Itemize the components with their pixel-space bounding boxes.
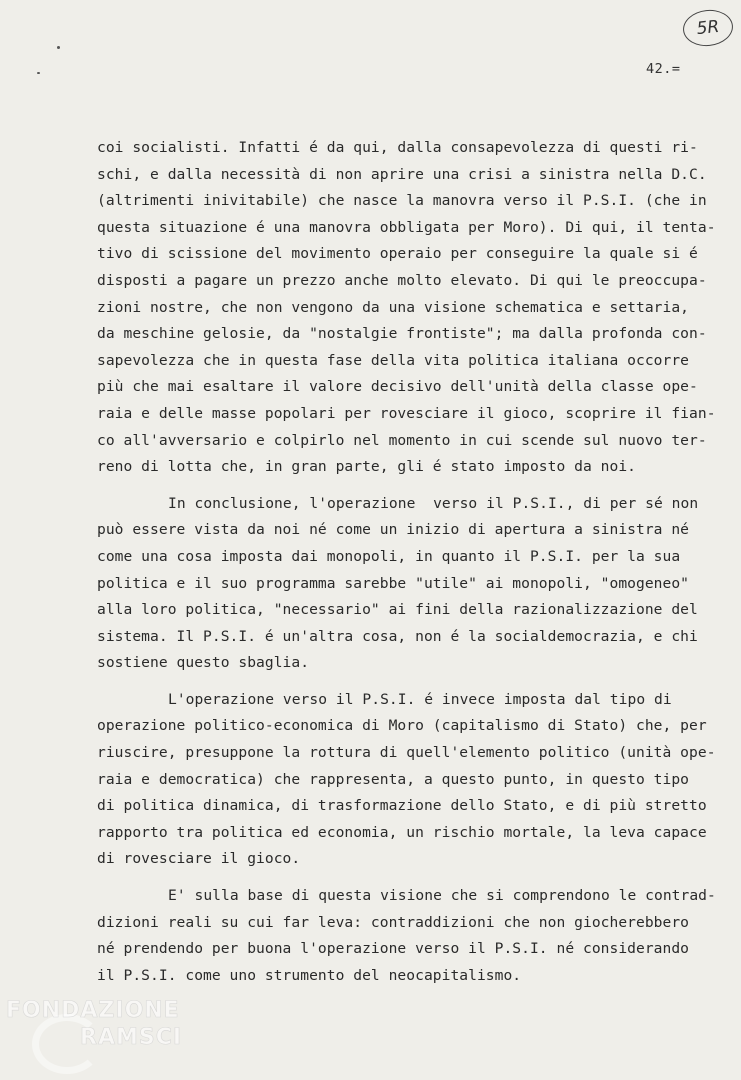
text-line: L'operazione verso il P.S.I. é invece imposta dal tipo di [168, 690, 672, 708]
text-line: tivo di scissione del movimento operaio per conseguire la quale si é [97, 245, 698, 263]
text-line: alla loro politica, "necessario" ai fini della razionalizzazione del [97, 601, 698, 619]
fondazione-gramsci-watermark [6, 998, 196, 1078]
archive-stamp [681, 7, 734, 48]
text-line: sostiene questo sbaglia. [97, 654, 310, 672]
text-line: raia e democratica) che rappresenta, a questo punto, in questo tipo [97, 770, 690, 788]
page-number: 42.= [646, 61, 681, 77]
text-line: politica e il suo programma sarebbe "utile" ai monopoli, "omogeneo" [97, 574, 690, 592]
text-line: (altrimenti inivitabile) che nasce la manovra verso il P.S.I. (che in [97, 192, 707, 210]
text-line: sistema. Il P.S.I. é un'altra cosa, non é la socialdemocrazia, e chi [97, 627, 698, 645]
paragraph-gap [97, 481, 727, 491]
ink-speck [37, 72, 40, 74]
ink-speck [57, 46, 60, 49]
text-line: coi socialisti. Infatti é da qui, dalla consapevolezza di questi ri- [97, 139, 698, 156]
text-line: schi, e dalla necessità di non aprire una crisi a sinistra nella D.C. [97, 165, 707, 183]
paragraph-2 [97, 491, 727, 677]
text-line: di politica dinamica, di trasformazione dello Stato, e di più stretto [97, 797, 707, 815]
typed-text-body [97, 135, 727, 989]
text-line: può essere vista da noi né come un inizio di apertura a sinistra né [97, 521, 690, 539]
text-line: reno di lotta che, in gran parte, gli é stato imposto da noi. [97, 458, 637, 476]
text-line: più che mai esaltare il valore decisivo dell'unità della classe ope- [97, 378, 698, 396]
paragraph-1 [97, 135, 727, 481]
text-line: dizioni reali su cui far leva: contraddizioni che non giocherebbero [97, 913, 690, 931]
text-line: di rovesciare il gioco. [97, 850, 301, 868]
text-line: co all'avversario e colpirlo nel momento in cui scende sul nuovo ter- [97, 431, 707, 449]
text-line: riuscire, presuppone la rottura di quell'elemento politico (unità ope- [97, 744, 716, 762]
text-line: operazione politico-economica di Moro (capitalismo di Stato) che, per [97, 717, 707, 735]
text-line: rapporto tra politica ed economia, un rischio mortale, la leva capace [97, 823, 707, 841]
watermark-line2: RAMSCI [80, 1025, 183, 1050]
text-line: questa situazione é una manovra obbligata per Moro). Di qui, il tenta- [97, 218, 716, 236]
text-line: In conclusione, l'operazione verso il P.S.I., di per sé non [168, 494, 699, 512]
paragraph-gap [97, 873, 727, 883]
watermark-line1: FONDAZIONE [6, 998, 180, 1023]
paragraph-4 [97, 883, 727, 989]
text-line: sapevolezza che in questa fase della vita politica italiana occorre [97, 351, 690, 369]
text-line: zioni nostre, che non vengono da una visione schematica e settaria, [97, 298, 690, 316]
text-line: raia e delle masse popolari per rovesciare il gioco, scoprire il fian- [97, 404, 716, 422]
text-line: né prendendo per buona l'operazione verso il P.S.I. né considerando [97, 940, 690, 958]
paragraph-gap [97, 677, 727, 687]
text-line: E' sulla base di questa visione che si comprendono le contrad- [168, 887, 716, 905]
archive-stamp-label: 5R [695, 16, 721, 40]
text-line: il P.S.I. come uno strumento del neocapitalismo. [97, 966, 522, 984]
paragraph-3 [97, 687, 727, 873]
text-line: da meschine gelosie, da "nostalgie frontiste"; ma dalla profonda con- [97, 325, 707, 343]
text-line: come una cosa imposta dai monopoli, in quanto il P.S.I. per la sua [97, 547, 681, 565]
text-line: disposti a pagare un prezzo anche molto elevato. Di qui le preoccupa- [97, 271, 707, 289]
